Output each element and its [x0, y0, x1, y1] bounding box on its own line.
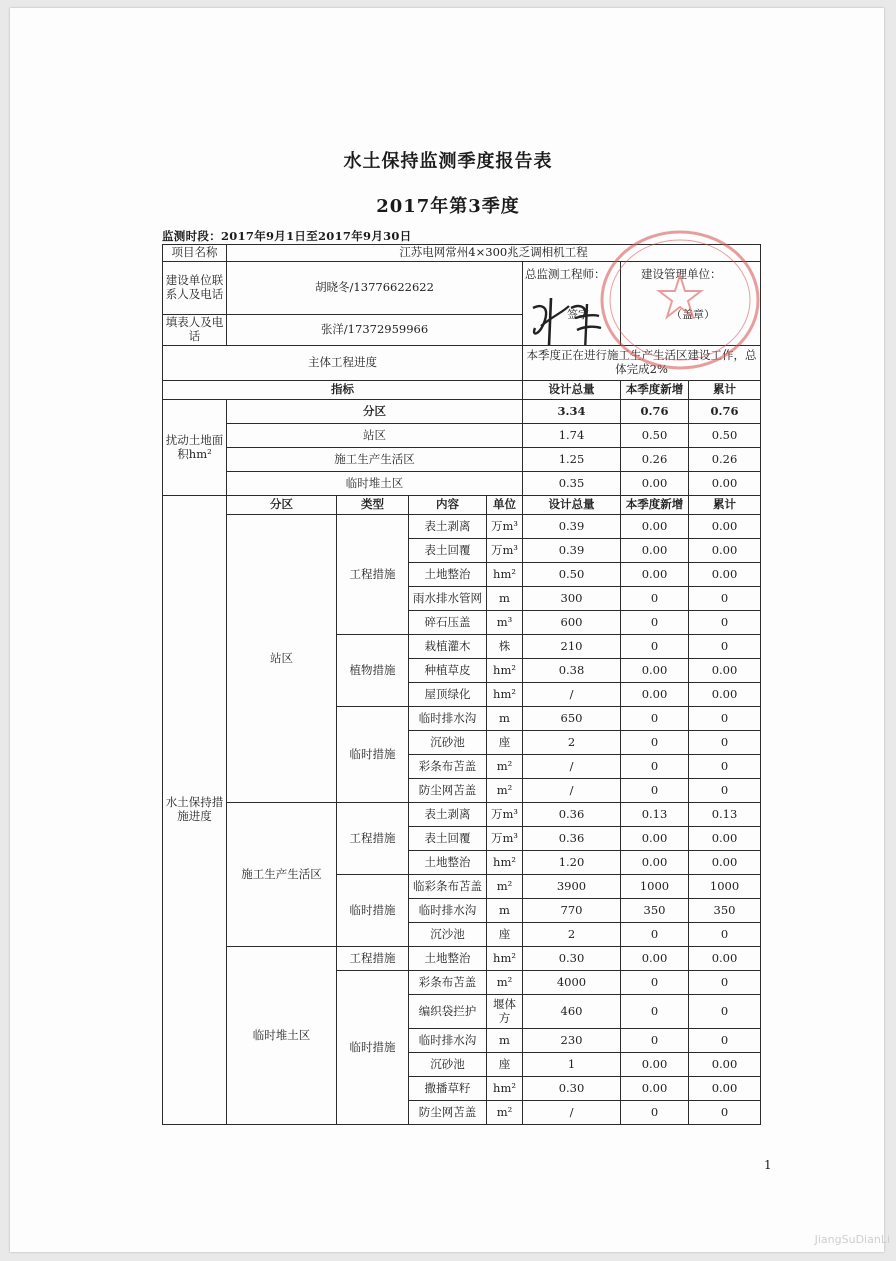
measure-content: 种植草皮 — [409, 659, 487, 683]
zone-name: 站区 — [227, 515, 337, 803]
measure-design: 0.38 — [523, 659, 621, 683]
measure-new: 0.00 — [621, 683, 689, 707]
measure-design: 460 — [523, 995, 621, 1029]
measure-total: 0 — [689, 779, 761, 803]
measure-new: 0.13 — [621, 803, 689, 827]
design-total-header: 设计总量 — [523, 496, 621, 515]
measure-new: 0 — [621, 1101, 689, 1125]
measure-total: 0.13 — [689, 803, 761, 827]
measure-content: 碎石压盖 — [409, 611, 487, 635]
monitoring-period: 监测时段：2017年9月1日至2017年9月30日 — [162, 229, 412, 243]
measure-unit: 座 — [487, 731, 523, 755]
content-header: 内容 — [409, 496, 487, 515]
measure-design: 210 — [523, 635, 621, 659]
measure-unit: hm² — [487, 659, 523, 683]
measure-unit: m — [487, 587, 523, 611]
measure-new: 0 — [621, 995, 689, 1029]
measure-new: 0.00 — [621, 539, 689, 563]
disturb-area-label: 扰动土地面积hm² — [163, 400, 227, 496]
measure-total: 0 — [689, 755, 761, 779]
measure-total: 0.00 — [689, 827, 761, 851]
measure-total: 0.00 — [689, 683, 761, 707]
measure-content: 彩条布苫盖 — [409, 971, 487, 995]
type-header: 类型 — [337, 496, 409, 515]
measure-design: 0.30 — [523, 1077, 621, 1101]
zone-name: 临时堆土区 — [227, 947, 337, 1125]
measure-total: 0.00 — [689, 563, 761, 587]
measure-new: 0 — [621, 731, 689, 755]
project-name-label: 项目名称 — [163, 245, 227, 262]
measure-content: 表土回覆 — [409, 827, 487, 851]
measure-unit: m² — [487, 971, 523, 995]
measure-new: 0 — [621, 923, 689, 947]
measure-unit: 万m³ — [487, 827, 523, 851]
indicator-header: 指标 — [163, 381, 523, 400]
measure-design: 0.36 — [523, 827, 621, 851]
measure-design: 2 — [523, 731, 621, 755]
measure-new: 0 — [621, 635, 689, 659]
measure-unit: 万m³ — [487, 515, 523, 539]
measure-design: 600 — [523, 611, 621, 635]
measure-total: 350 — [689, 899, 761, 923]
measure-new: 0.00 — [621, 563, 689, 587]
disturb-row-total: 0.76 — [689, 400, 761, 424]
measure-design: 0.36 — [523, 803, 621, 827]
measure-new: 0 — [621, 971, 689, 995]
measure-content: 屋顶绿化 — [409, 683, 487, 707]
disturb-row-name: 分区 — [227, 400, 523, 424]
measure-unit: m² — [487, 1101, 523, 1125]
builder-contact-value: 胡晓冬/13776622622 — [227, 262, 523, 315]
measure-total: 0 — [689, 635, 761, 659]
measure-content: 临时排水沟 — [409, 899, 487, 923]
measure-design: 3900 — [523, 875, 621, 899]
measure-content: 雨水排水管网 — [409, 587, 487, 611]
design-total-header: 设计总量 — [523, 381, 621, 400]
measure-total: 0.00 — [689, 539, 761, 563]
manager-unit-label: 建设管理单位： — [641, 267, 722, 281]
measure-total: 0.00 — [689, 515, 761, 539]
measures-progress-label: 水土保持措施进度 — [163, 496, 227, 1125]
measure-content: 撒播草籽 — [409, 1077, 487, 1101]
disturb-row-new: 0.26 — [621, 448, 689, 472]
measure-content: 防尘网苫盖 — [409, 1101, 487, 1125]
measure-new: 0.00 — [621, 1053, 689, 1077]
measure-content: 临时排水沟 — [409, 1029, 487, 1053]
measure-content: 表土剥离 — [409, 515, 487, 539]
measure-total: 0 — [689, 731, 761, 755]
measure-design: 0.50 — [523, 563, 621, 587]
measure-type: 工程措施 — [337, 803, 409, 875]
measure-unit: hm² — [487, 947, 523, 971]
disturb-row-total: 0.50 — [689, 424, 761, 448]
measure-design: / — [523, 779, 621, 803]
measure-unit: hm² — [487, 683, 523, 707]
measure-design: 1 — [523, 1053, 621, 1077]
disturb-row-design: 0.35 — [523, 472, 621, 496]
measure-content: 彩条布苫盖 — [409, 755, 487, 779]
measure-content: 沉砂池 — [409, 731, 487, 755]
measure-content: 防尘网苫盖 — [409, 779, 487, 803]
disturb-row-name: 施工生产生活区 — [227, 448, 523, 472]
measure-type: 植物措施 — [337, 635, 409, 707]
builder-contact-label: 建设单位联系人及电话 — [163, 262, 227, 315]
measure-new: 0 — [621, 755, 689, 779]
progress-label: 主体工程进度 — [163, 346, 523, 381]
measure-design: / — [523, 1101, 621, 1125]
measure-new: 0.00 — [621, 947, 689, 971]
measure-type: 工程措施 — [337, 515, 409, 635]
measure-content: 沉砂池 — [409, 1053, 487, 1077]
quarter-new-header: 本季度新增 — [621, 381, 689, 400]
disturb-row-name: 站区 — [227, 424, 523, 448]
zone-header: 分区 — [227, 496, 337, 515]
measure-unit: hm² — [487, 851, 523, 875]
measure-new: 0.00 — [621, 515, 689, 539]
measure-total: 0 — [689, 971, 761, 995]
measure-unit: m² — [487, 779, 523, 803]
cumulative-header: 累计 — [689, 496, 761, 515]
measure-unit: 座 — [487, 1053, 523, 1077]
report-table — [162, 244, 761, 1125]
measure-total: 0.00 — [689, 851, 761, 875]
measure-total: 1000 — [689, 875, 761, 899]
measure-unit: m — [487, 899, 523, 923]
sign-label: 签字 — [567, 308, 589, 321]
measure-total: 0.00 — [689, 1077, 761, 1101]
progress-value: 本季度正在进行施工生产生活区建设工作，总体完成2% — [523, 346, 761, 381]
measure-new: 0 — [621, 587, 689, 611]
disturb-row-total: 0.00 — [689, 472, 761, 496]
measure-new: 1000 — [621, 875, 689, 899]
disturb-row-new: 0.76 — [621, 400, 689, 424]
disturb-row-new: 0.50 — [621, 424, 689, 448]
measure-content: 临时排水沟 — [409, 707, 487, 731]
monitor-engineer-label: 总监测工程师： — [525, 267, 606, 281]
measure-new: 0.00 — [621, 1077, 689, 1101]
measure-total: 0 — [689, 1029, 761, 1053]
disturb-row-name: 临时堆土区 — [227, 472, 523, 496]
measure-type: 临时措施 — [337, 971, 409, 1125]
measure-design: 300 — [523, 587, 621, 611]
measure-unit: hm² — [487, 563, 523, 587]
measure-content: 土地整治 — [409, 851, 487, 875]
disturb-row-design: 1.25 — [523, 448, 621, 472]
measure-unit: m³ — [487, 611, 523, 635]
measure-total: 0.00 — [689, 1053, 761, 1077]
measure-new: 0 — [621, 707, 689, 731]
measure-content: 临彩条布苫盖 — [409, 875, 487, 899]
measure-content: 沉沙池 — [409, 923, 487, 947]
measure-new: 0 — [621, 611, 689, 635]
measure-design: 1.20 — [523, 851, 621, 875]
measure-new: 0 — [621, 779, 689, 803]
measure-unit: m — [487, 707, 523, 731]
measure-total: 0 — [689, 995, 761, 1029]
measure-type: 工程措施 — [337, 947, 409, 971]
measure-content: 编织袋拦护 — [409, 995, 487, 1029]
measure-unit: hm² — [487, 1077, 523, 1101]
measure-content: 栽植灌木 — [409, 635, 487, 659]
measure-design: 2 — [523, 923, 621, 947]
disturb-row-total: 0.26 — [689, 448, 761, 472]
measure-new: 0.00 — [621, 659, 689, 683]
measure-unit: 堰体方 — [487, 995, 523, 1029]
cumulative-header: 累计 — [689, 381, 761, 400]
measure-total: 0 — [689, 1101, 761, 1125]
measure-content: 表土回覆 — [409, 539, 487, 563]
measure-content: 土地整治 — [409, 947, 487, 971]
watermark: JiangSuDianLi — [814, 1233, 890, 1246]
measure-unit: 座 — [487, 923, 523, 947]
measure-type: 临时措施 — [337, 707, 409, 803]
report-subtitle: 2017年第3季度 — [376, 196, 520, 217]
page-number: 1 — [764, 1158, 772, 1172]
measure-design: 230 — [523, 1029, 621, 1053]
measure-total: 0.00 — [689, 659, 761, 683]
report-title: 水土保持监测季度报告表 — [343, 151, 553, 172]
monitor-engineer-cell — [523, 262, 621, 346]
measure-type: 临时措施 — [337, 875, 409, 947]
filler-contact-value: 张洋/17372959966 — [227, 315, 523, 346]
measure-new: 350 — [621, 899, 689, 923]
measure-new: 0.00 — [621, 827, 689, 851]
measure-unit: 万m³ — [487, 539, 523, 563]
measure-total: 0 — [689, 923, 761, 947]
measure-design: 0.39 — [523, 539, 621, 563]
measure-unit: m² — [487, 875, 523, 899]
measure-content: 表土剥离 — [409, 803, 487, 827]
measure-design: 0.30 — [523, 947, 621, 971]
quarter-new-header: 本季度新增 — [621, 496, 689, 515]
measure-design: 4000 — [523, 971, 621, 995]
measure-design: 0.39 — [523, 515, 621, 539]
measure-unit: m² — [487, 755, 523, 779]
measure-new: 0.00 — [621, 851, 689, 875]
measure-design: 650 — [523, 707, 621, 731]
measure-unit: 万m³ — [487, 803, 523, 827]
measure-design: 770 — [523, 899, 621, 923]
measure-design: / — [523, 683, 621, 707]
zone-name: 施工生产生活区 — [227, 803, 337, 947]
project-name-value: 江苏电网常州4×300兆乏调相机工程 — [227, 245, 761, 262]
measure-design: / — [523, 755, 621, 779]
seal-label: （盖章） — [671, 308, 715, 321]
measure-content: 土地整治 — [409, 563, 487, 587]
filler-contact-label: 填表人及电话 — [163, 315, 227, 346]
disturb-row-design: 1.74 — [523, 424, 621, 448]
unit-header: 单位 — [487, 496, 523, 515]
measure-total: 0.00 — [689, 947, 761, 971]
measure-total: 0 — [689, 611, 761, 635]
disturb-row-design: 3.34 — [523, 400, 621, 424]
manager-unit-cell — [621, 262, 761, 346]
disturb-row-new: 0.00 — [621, 472, 689, 496]
measure-total: 0 — [689, 587, 761, 611]
measure-total: 0 — [689, 707, 761, 731]
measure-unit: m — [487, 1029, 523, 1053]
measure-new: 0 — [621, 1029, 689, 1053]
measure-unit: 株 — [487, 635, 523, 659]
